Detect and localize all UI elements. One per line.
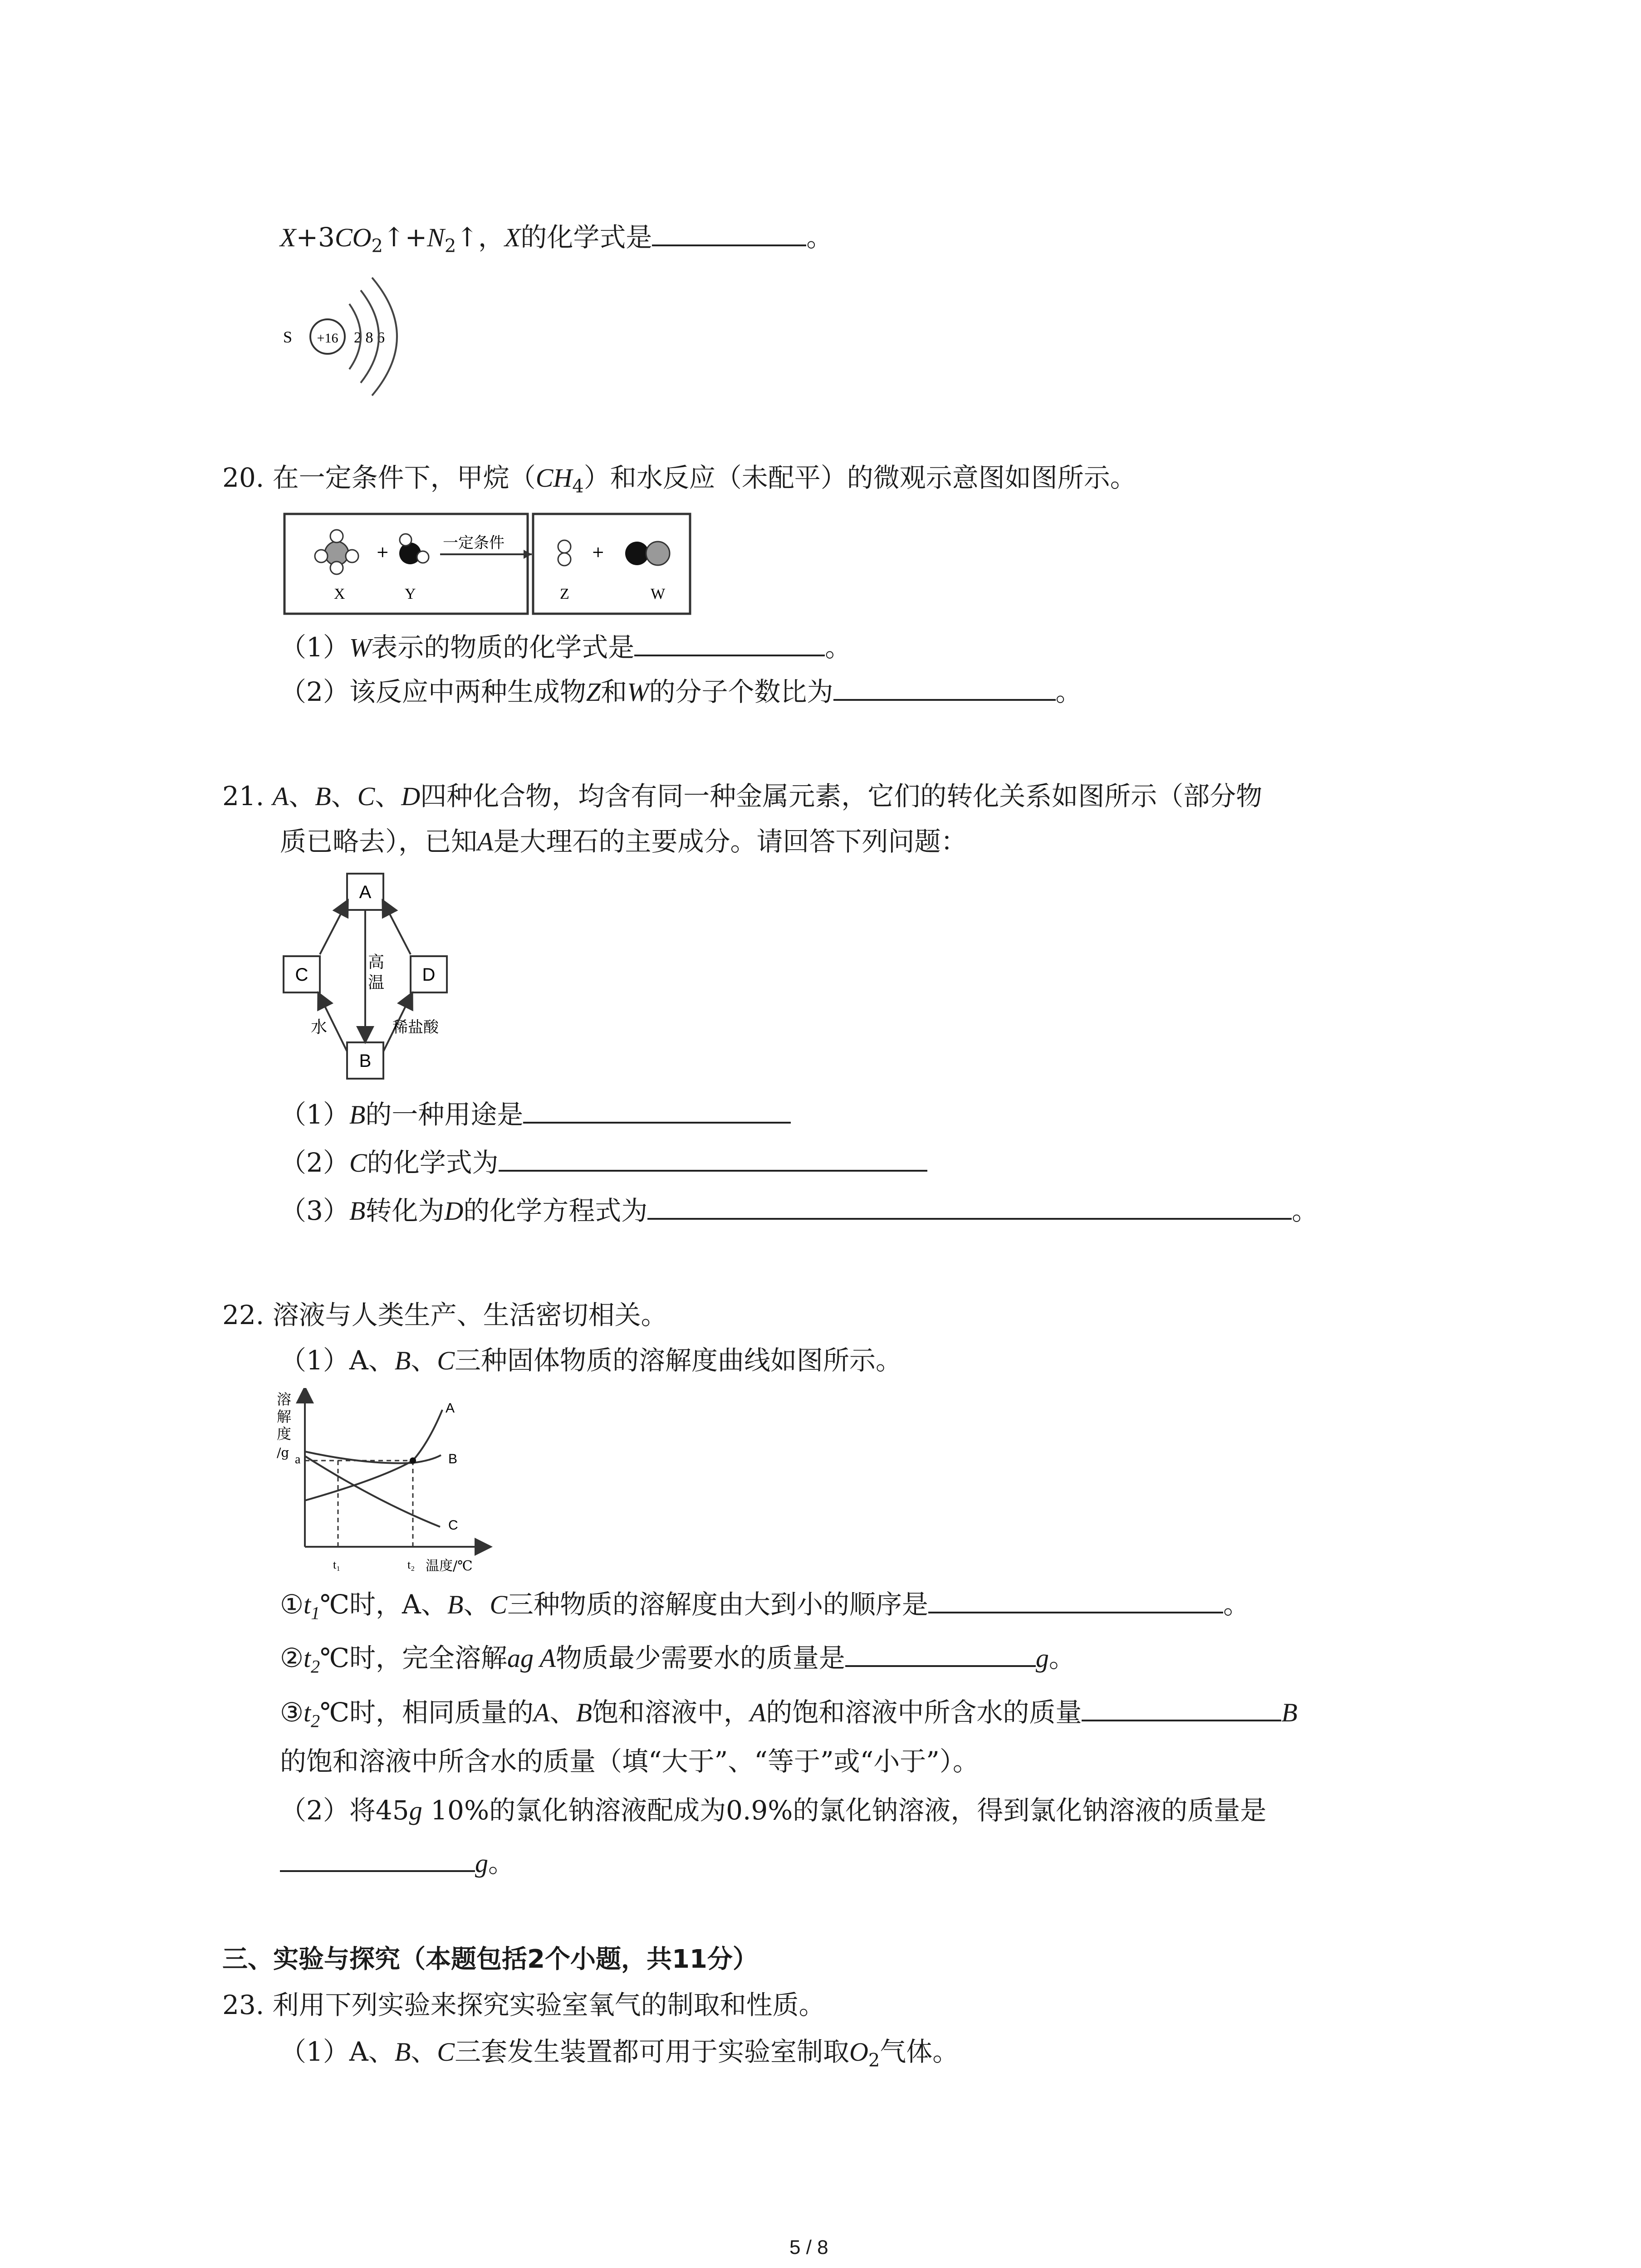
q21-stem-line1: 21. A、B、C、D四种化合物，均含有同一种金属元素，它们的转化关系如图所示（部分物 <box>222 781 1263 811</box>
y-axis-label-4: /g <box>277 1445 289 1460</box>
conversion-diagram <box>279 870 470 1083</box>
arrow-c-to-a <box>320 902 347 954</box>
answer-blank[interactable] <box>1082 1697 1281 1721</box>
label-d: D <box>422 965 436 985</box>
top-equation-line: $X+3CO_2↑+N_2↑$，X的化学式是 。 <box>280 222 833 257</box>
electron-shells: 2 8 6 <box>354 329 385 346</box>
page-number: 5 / 8 <box>789 2236 828 2258</box>
molecule-z <box>558 540 571 566</box>
curve-b <box>305 1452 441 1463</box>
label-hydrochloric-acid: 稀盐酸 <box>392 1018 439 1036</box>
q22-sub2-line2: g。 <box>280 1847 514 1879</box>
section-3-title: 三、实验与探究（本题包括2个小题，共11分） <box>222 1945 758 1974</box>
answer-blank[interactable] <box>634 632 825 656</box>
label-high: 高 <box>368 953 385 972</box>
answer-blank[interactable] <box>845 1642 1036 1667</box>
label-b: B <box>359 1051 372 1071</box>
solubility-curve-chart <box>277 1388 495 1579</box>
q22-item3-line2: 的饱和溶液中所含水的质量（填“大于”、“等于”或“小于”）。 <box>280 1746 979 1777</box>
q22-sub2-line1: （2）将45g 10%的氯化钠溶液配成为0.9%的氯化钠溶液，得到氯化钠溶液的质量是 <box>280 1795 1267 1826</box>
molecule-w <box>625 542 670 565</box>
q22-item2: $②t_2℃$时，完全溶解ag A物质最少需要水的质量是 g。 <box>280 1642 1075 1677</box>
label-water: 水 <box>311 1018 328 1036</box>
series-label-a: A <box>446 1401 455 1416</box>
q22-item3-line1: $③t_2℃$时，相同质量的A、B饱和溶液中，A的饱和溶液中所含水的质量 B <box>280 1697 1298 1731</box>
molecule-x <box>315 530 358 574</box>
q22-item1: $①t_1℃$时，A、B、C三种物质的溶解度由大到小的顺序是 。 <box>280 1589 1250 1623</box>
answer-blank[interactable] <box>499 1147 927 1172</box>
plus-sign: + <box>376 543 389 561</box>
methane-reaction-diagram <box>283 513 691 617</box>
nucleus-charge: +16 <box>317 331 338 346</box>
q21-sub1: （1）B的一种用途是 <box>280 1099 791 1131</box>
answer-blank[interactable] <box>928 1589 1223 1613</box>
series-label-c: C <box>448 1518 458 1533</box>
molecule-y <box>399 534 429 564</box>
series-label-b: B <box>448 1452 458 1466</box>
label-temperature: 温 <box>368 973 385 992</box>
reaction-condition: 一定条件 <box>443 534 505 552</box>
x-tick-t2: t₂ <box>407 1558 415 1571</box>
q22-stem: 22. 溶液与人类生产、生活密切相关。 <box>222 1300 667 1330</box>
product-box <box>533 514 690 614</box>
arrow-d-to-a <box>383 902 411 954</box>
q21-sub3: （3）B转化为D的化学方程式为 。 <box>280 1195 1318 1226</box>
label-z: Z <box>560 586 569 602</box>
answer-blank[interactable] <box>833 676 1056 701</box>
y-axis-label-1: 溶 <box>277 1391 292 1408</box>
y-axis-label-3: 度 <box>277 1425 292 1442</box>
x-axis-label: 温度/℃ <box>426 1558 473 1574</box>
curve-c <box>305 1456 440 1527</box>
sulfur-atom-diagram <box>277 272 426 404</box>
q20-sub1: （1）W表示的物质的化学式是 。 <box>280 632 852 663</box>
answer-blank[interactable] <box>647 1195 1292 1220</box>
intersection-point <box>410 1457 416 1464</box>
answer-blank[interactable] <box>652 222 806 246</box>
q22-sub1: （1）A、B、C三种固体物质的溶解度曲线如图所示。 <box>280 1345 902 1376</box>
q20-stem: 20. 在一定条件下，甲烷$(CH_4)$和水反应（未配平）的微观示意图如图所示。 <box>222 462 1136 497</box>
answer-blank[interactable] <box>280 1848 475 1872</box>
element-symbol: S <box>283 328 293 346</box>
q23-sub1: （1）A、B、C三套发生装置都可用于实验室制取$O_2$气体。 <box>280 2036 959 2071</box>
label-c: C <box>295 965 309 985</box>
q20-sub2: （2）该反应中两种生成物Z和W的分子个数比为 。 <box>280 676 1082 707</box>
q21-sub2: （2）C的化学式为 <box>280 1147 927 1179</box>
q23-stem: 23. 利用下列实验来探究实验室氧气的制取和性质。 <box>222 1989 825 2020</box>
label-w: W <box>651 586 666 602</box>
plus-sign-2: + <box>592 543 605 561</box>
y-tick-a: a <box>295 1452 301 1466</box>
label-x: X <box>334 586 345 602</box>
answer-blank[interactable] <box>523 1099 791 1124</box>
q21-stem-line2: 质已略去），已知A是大理石的主要成分。请回答下列问题： <box>280 826 967 857</box>
label-a: A <box>359 882 372 902</box>
y-axis-label-2: 解 <box>277 1408 292 1425</box>
label-y: Y <box>405 586 416 602</box>
x-tick-t1: t₁ <box>333 1558 341 1571</box>
